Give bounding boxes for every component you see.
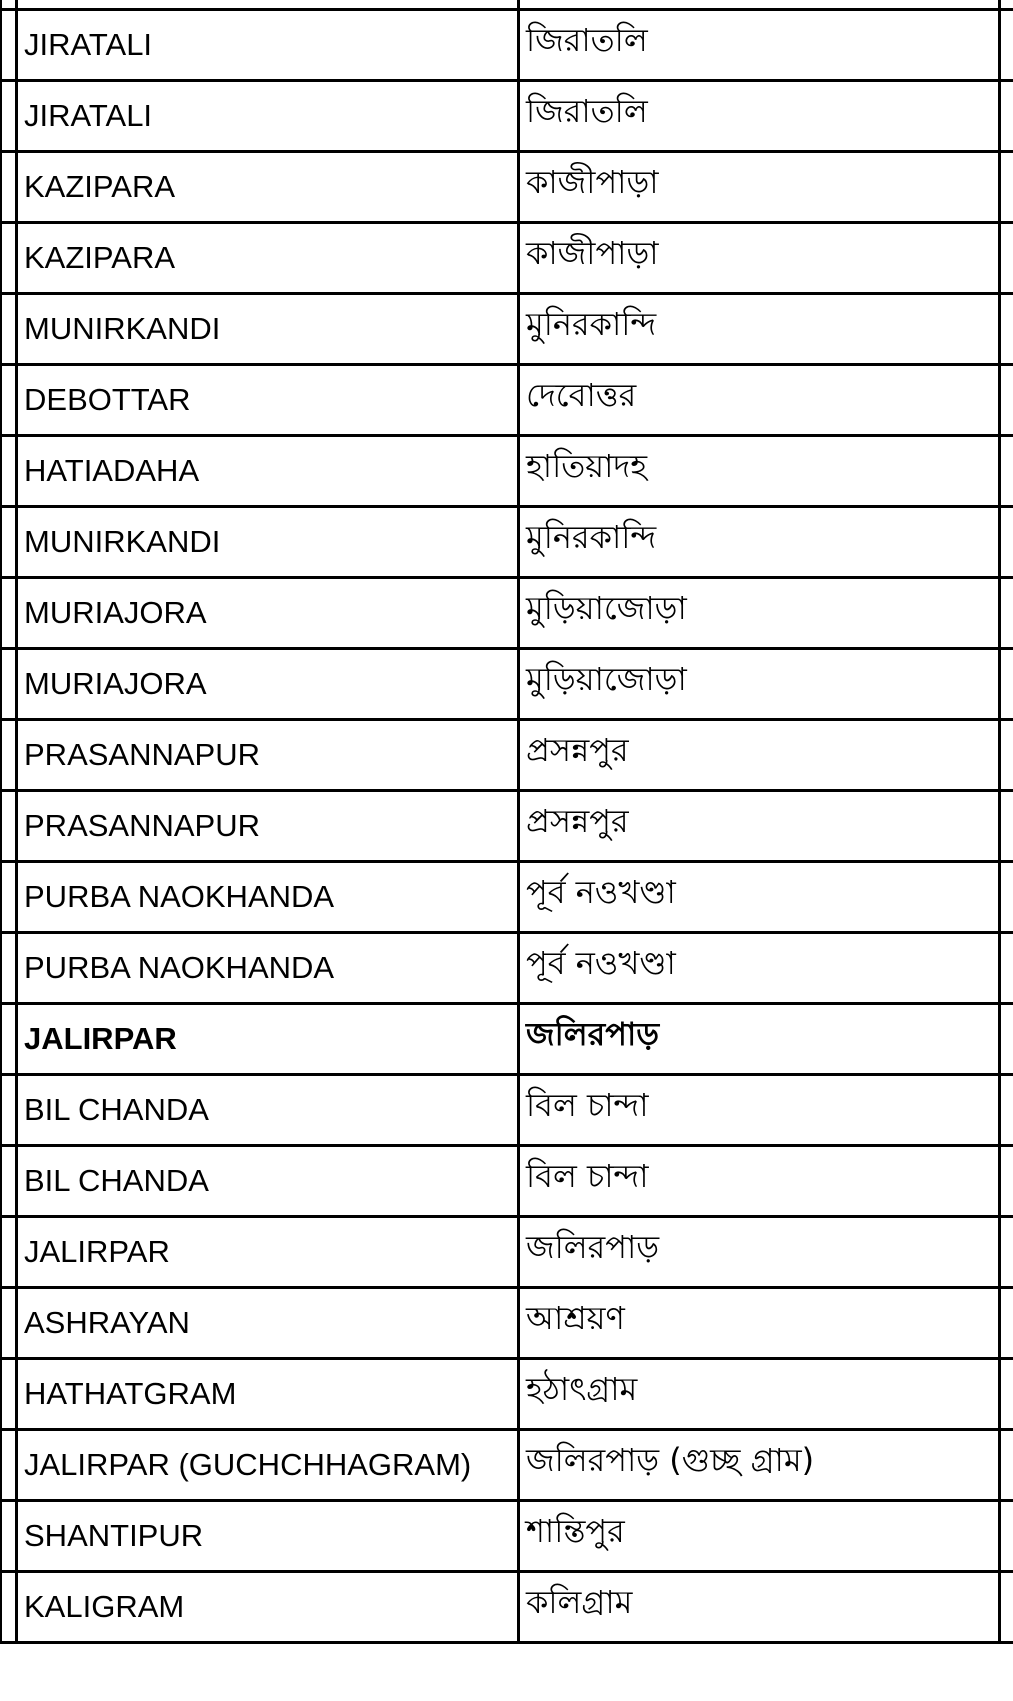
english-name-cell: SHANTIPUR — [17, 1501, 519, 1572]
bengali-name-cell: পূর্ব নওখণ্ডা — [519, 933, 1000, 1004]
english-name-cell: KAZIPARA — [17, 223, 519, 294]
table-row — [1, 10, 1013, 81]
edge-cell — [1000, 507, 1013, 578]
table-row — [1, 1572, 1013, 1643]
edge-cell — [1, 436, 17, 507]
table-row — [1, 1430, 1013, 1501]
english-name-cell: KAZIPARA — [17, 152, 519, 223]
edge-cell — [1000, 1004, 1013, 1075]
english-name-cell: JIRATALI — [17, 81, 519, 152]
table-row — [1, 1217, 1013, 1288]
table-row — [1, 223, 1013, 294]
english-name-cell: JALIRPAR — [17, 1004, 519, 1075]
edge-cell — [1, 1146, 17, 1217]
table-row — [1, 81, 1013, 152]
table-row — [1, 933, 1013, 1004]
edge-cell — [1, 1075, 17, 1146]
edge-cell — [1, 365, 17, 436]
edge-cell — [1, 81, 17, 152]
edge-cell — [1000, 1075, 1013, 1146]
english-name-cell: PRASANNAPUR — [17, 720, 519, 791]
edge-cell — [1, 578, 17, 649]
edge-cell — [1000, 1359, 1013, 1430]
english-name-cell: PURBA NAOKHANDA — [17, 862, 519, 933]
bengali-name-cell: মুনিরকান্দি — [519, 294, 1000, 365]
edge-cell — [1, 10, 17, 81]
english-name-cell: JIRATALI — [17, 10, 519, 81]
edge-cell — [1, 862, 17, 933]
bengali-name-cell: জিরাতলি — [519, 10, 1000, 81]
edge-cell — [1, 1572, 17, 1643]
bengali-name-cell: প্রসন্নপুর — [519, 720, 1000, 791]
edge-cell — [1000, 578, 1013, 649]
table-row — [1, 578, 1013, 649]
english-name-cell: DEBOTTAR — [17, 365, 519, 436]
english-name-cell — [17, 0, 519, 10]
table-row — [1, 152, 1013, 223]
edge-cell — [1000, 1430, 1013, 1501]
edge-cell — [1, 649, 17, 720]
bengali-name-cell: জলিরপাড় — [519, 1004, 1000, 1075]
bengali-name-cell: হঠাৎগ্রাম — [519, 1359, 1000, 1430]
edge-cell — [1000, 0, 1013, 10]
edge-cell — [1000, 1501, 1013, 1572]
edge-cell — [1, 294, 17, 365]
bengali-name-cell — [519, 0, 1000, 10]
bengali-name-cell: জলিরপাড় — [519, 1217, 1000, 1288]
bengali-name-cell: বিল চান্দা — [519, 1146, 1000, 1217]
edge-cell — [1000, 10, 1013, 81]
edge-cell — [1000, 152, 1013, 223]
edge-cell — [1, 223, 17, 294]
table-row — [1, 720, 1013, 791]
english-name-cell: MURIAJORA — [17, 649, 519, 720]
edge-cell — [1, 1359, 17, 1430]
english-name-cell: MUNIRKANDI — [17, 507, 519, 578]
edge-cell — [1, 933, 17, 1004]
table-row — [1, 649, 1013, 720]
bengali-name-cell: পূর্ব নওখণ্ডা — [519, 862, 1000, 933]
english-name-cell: JALIRPAR — [17, 1217, 519, 1288]
table-row — [1, 436, 1013, 507]
edge-cell — [1, 0, 17, 10]
bengali-name-cell: আশ্রয়ণ — [519, 1288, 1000, 1359]
edge-cell — [1000, 933, 1013, 1004]
bengali-name-cell: কলিগ্রাম — [519, 1572, 1000, 1643]
bengali-name-cell: মুনিরকান্দি — [519, 507, 1000, 578]
edge-cell — [1000, 1217, 1013, 1288]
table-body — [1, 0, 1013, 1643]
edge-cell — [1, 1288, 17, 1359]
table-row-cut-off — [1, 0, 1013, 10]
english-name-cell: PRASANNAPUR — [17, 791, 519, 862]
bengali-name-cell: শান্তিপুর — [519, 1501, 1000, 1572]
edge-cell — [1, 791, 17, 862]
edge-cell — [1000, 649, 1013, 720]
table-row — [1, 1288, 1013, 1359]
edge-cell — [1000, 1146, 1013, 1217]
edge-cell — [1, 1217, 17, 1288]
table-row — [1, 1004, 1013, 1075]
edge-cell — [1000, 81, 1013, 152]
edge-cell — [1000, 294, 1013, 365]
edge-cell — [1000, 1572, 1013, 1643]
bengali-name-cell: হাতিয়াদহ — [519, 436, 1000, 507]
english-name-cell: BIL CHANDA — [17, 1146, 519, 1217]
edge-cell — [1, 720, 17, 791]
bengali-name-cell: জিরাতলি — [519, 81, 1000, 152]
table-row — [1, 294, 1013, 365]
english-name-cell: MURIAJORA — [17, 578, 519, 649]
edge-cell — [1000, 862, 1013, 933]
edge-cell — [1000, 365, 1013, 436]
table-row — [1, 365, 1013, 436]
english-name-cell: ASHRAYAN — [17, 1288, 519, 1359]
english-name-cell: HATHATGRAM — [17, 1359, 519, 1430]
bengali-name-cell: প্রসন্নপুর — [519, 791, 1000, 862]
bengali-name-cell: বিল চান্দা — [519, 1075, 1000, 1146]
table-row — [1, 862, 1013, 933]
edge-cell — [1000, 223, 1013, 294]
bengali-name-cell: কাজীপাড়া — [519, 223, 1000, 294]
edge-cell — [1, 507, 17, 578]
english-name-cell: PURBA NAOKHANDA — [17, 933, 519, 1004]
table-row — [1, 1359, 1013, 1430]
edge-cell — [1, 152, 17, 223]
edge-cell — [1, 1004, 17, 1075]
table-row — [1, 1075, 1013, 1146]
edge-cell — [1000, 791, 1013, 862]
table-row — [1, 1146, 1013, 1217]
table-row — [1, 1501, 1013, 1572]
english-name-cell: JALIRPAR (GUCHCHHAGRAM) — [17, 1430, 519, 1501]
edge-cell — [1, 1430, 17, 1501]
edge-cell — [1, 1501, 17, 1572]
table-row — [1, 791, 1013, 862]
table-row — [1, 507, 1013, 578]
bengali-name-cell: মুড়িয়াজোড়া — [519, 578, 1000, 649]
bengali-name-cell: কাজীপাড়া — [519, 152, 1000, 223]
edge-cell — [1000, 720, 1013, 791]
bengali-name-cell: দেবোত্তর — [519, 365, 1000, 436]
english-name-cell: BIL CHANDA — [17, 1075, 519, 1146]
bengali-name-cell: জলিরপাড় (গুচ্ছ গ্রাম) — [519, 1430, 1000, 1501]
english-name-cell: MUNIRKANDI — [17, 294, 519, 365]
edge-cell — [1000, 1288, 1013, 1359]
edge-cell — [1000, 436, 1013, 507]
english-name-cell: HATIADAHA — [17, 436, 519, 507]
bengali-name-cell: মুড়িয়াজোড়া — [519, 649, 1000, 720]
english-name-cell: KALIGRAM — [17, 1572, 519, 1643]
